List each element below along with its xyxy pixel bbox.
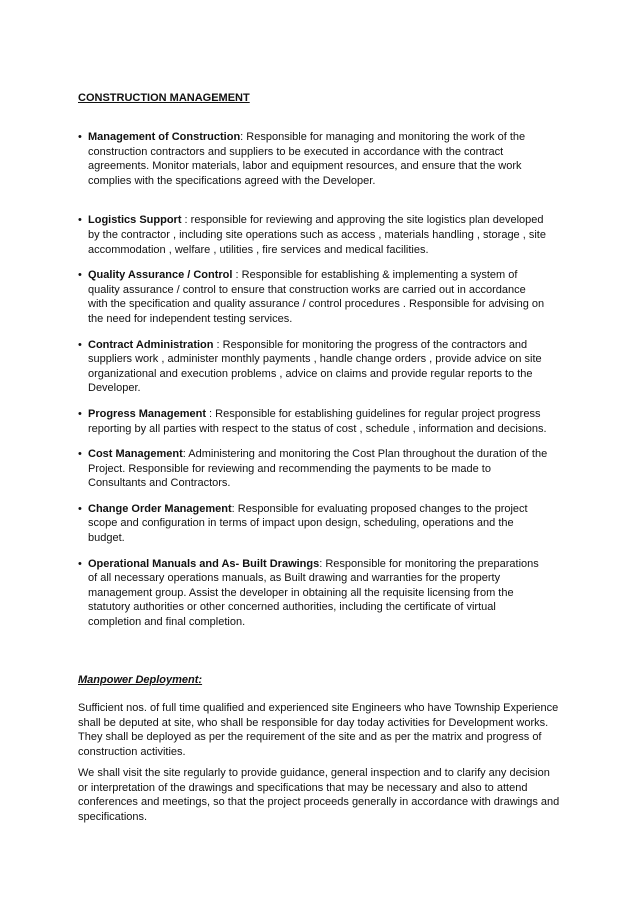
item-title: Quality Assurance / Control [88, 269, 233, 282]
list-item [78, 502, 548, 546]
list-item [78, 130, 548, 188]
list-item [78, 407, 548, 436]
bullet-marker: • [78, 131, 82, 143]
item-title: Logistics Support [88, 214, 182, 227]
bullet-marker: • [78, 407, 82, 420]
item-title: Progress Management [88, 407, 206, 420]
item-title: Cost Management [88, 448, 183, 461]
manpower-paragraph: Sufficient nos. of full time qualified and experienced site Engineers who have Township Experience shall be deputed at site, who shall be responsible for day today activities for Development works. They shall be deployed as per the requirement of the site and as per the matrix and progress of construction activities. [78, 702, 559, 758]
bullet-marker: • [78, 269, 82, 282]
item-title: Contract Administration [88, 338, 214, 351]
item-text: : Responsible for monitoring the preparations of all necessary operations manuals, as Built drawing and warranties for the property management group. Assist the developer in obtaining all the requisite licensing from the statutory authorities or other concerned authorities, including the certificate of virtual completion and final completion. [88, 557, 539, 629]
list-item [78, 447, 548, 491]
item-text: : responsible for reviewing and approving the site logistics plan developed by the contractor , including site operations such as access , materials handling , storage , site accommodation , welfare , utilities , fire services and medical facilities. [88, 214, 546, 256]
bullet-marker: • [78, 448, 82, 461]
manpower-heading: Manpower Deployment: [78, 674, 203, 686]
item-text: : Administering and monitoring the Cost Plan throughout the duration of the Project. Responsible for reviewing and recommending the payments to be made to Consultants and Contractors. [88, 448, 548, 490]
item-text: : Responsible for establishing & implementing a system of quality assurance / control to ensure that construction works are carried out in accordance with the specification and quality assurance / control procedures . Responsible for advising on the need for independent testing services. [88, 269, 545, 325]
item-text: : Responsible for evaluating proposed changes to the project scope and configuration in terms of impact upon design, scheduling, operations and the budget. [88, 502, 528, 545]
responsibilities-list [78, 130, 548, 641]
item-text: : Responsible for establishing guidelines for regular project progress reporting by all parties with respect to the status of cost , schedule , information and decisions. [88, 407, 547, 435]
list-item [78, 268, 548, 326]
bullet-marker: • [78, 338, 82, 351]
list-item [78, 213, 548, 257]
list-item [78, 557, 548, 630]
section-heading: CONSTRUCTION MANAGEMENT [78, 92, 250, 104]
bullet-marker: • [78, 557, 82, 570]
bullet-marker: • [78, 214, 82, 227]
item-title: Operational Manuals and As- Built Drawings [88, 557, 320, 570]
item-text: : Responsible for managing and monitoring the work of the construction contractors and suppliers to be executed in accordance with the contract agreements. Monitor materials, labor and equipment resources, and ensure that the work complies with the specifications agreed with the Developer. [88, 131, 526, 187]
list-item [78, 338, 548, 396]
item-text: : Responsible for monitoring the progress of the contractors and suppliers work , administer monthly payments , handle change orders , provide advice on site organizational and execution problems , advice on claims and provide regular reports to the Developer. [88, 338, 542, 395]
item-title: Management of Construction [88, 131, 241, 143]
item-title: Change Order Management [88, 502, 232, 515]
bullet-marker: • [78, 502, 82, 515]
site-visit-paragraph: We shall visit the site regularly to provide guidance, general inspection and to clarify any decision or interpretation of the drawings and specifications that may be necessary and also to attend conferences and meetings, so that the project proceeds generally in accordance with drawings and specifications. [78, 767, 560, 823]
